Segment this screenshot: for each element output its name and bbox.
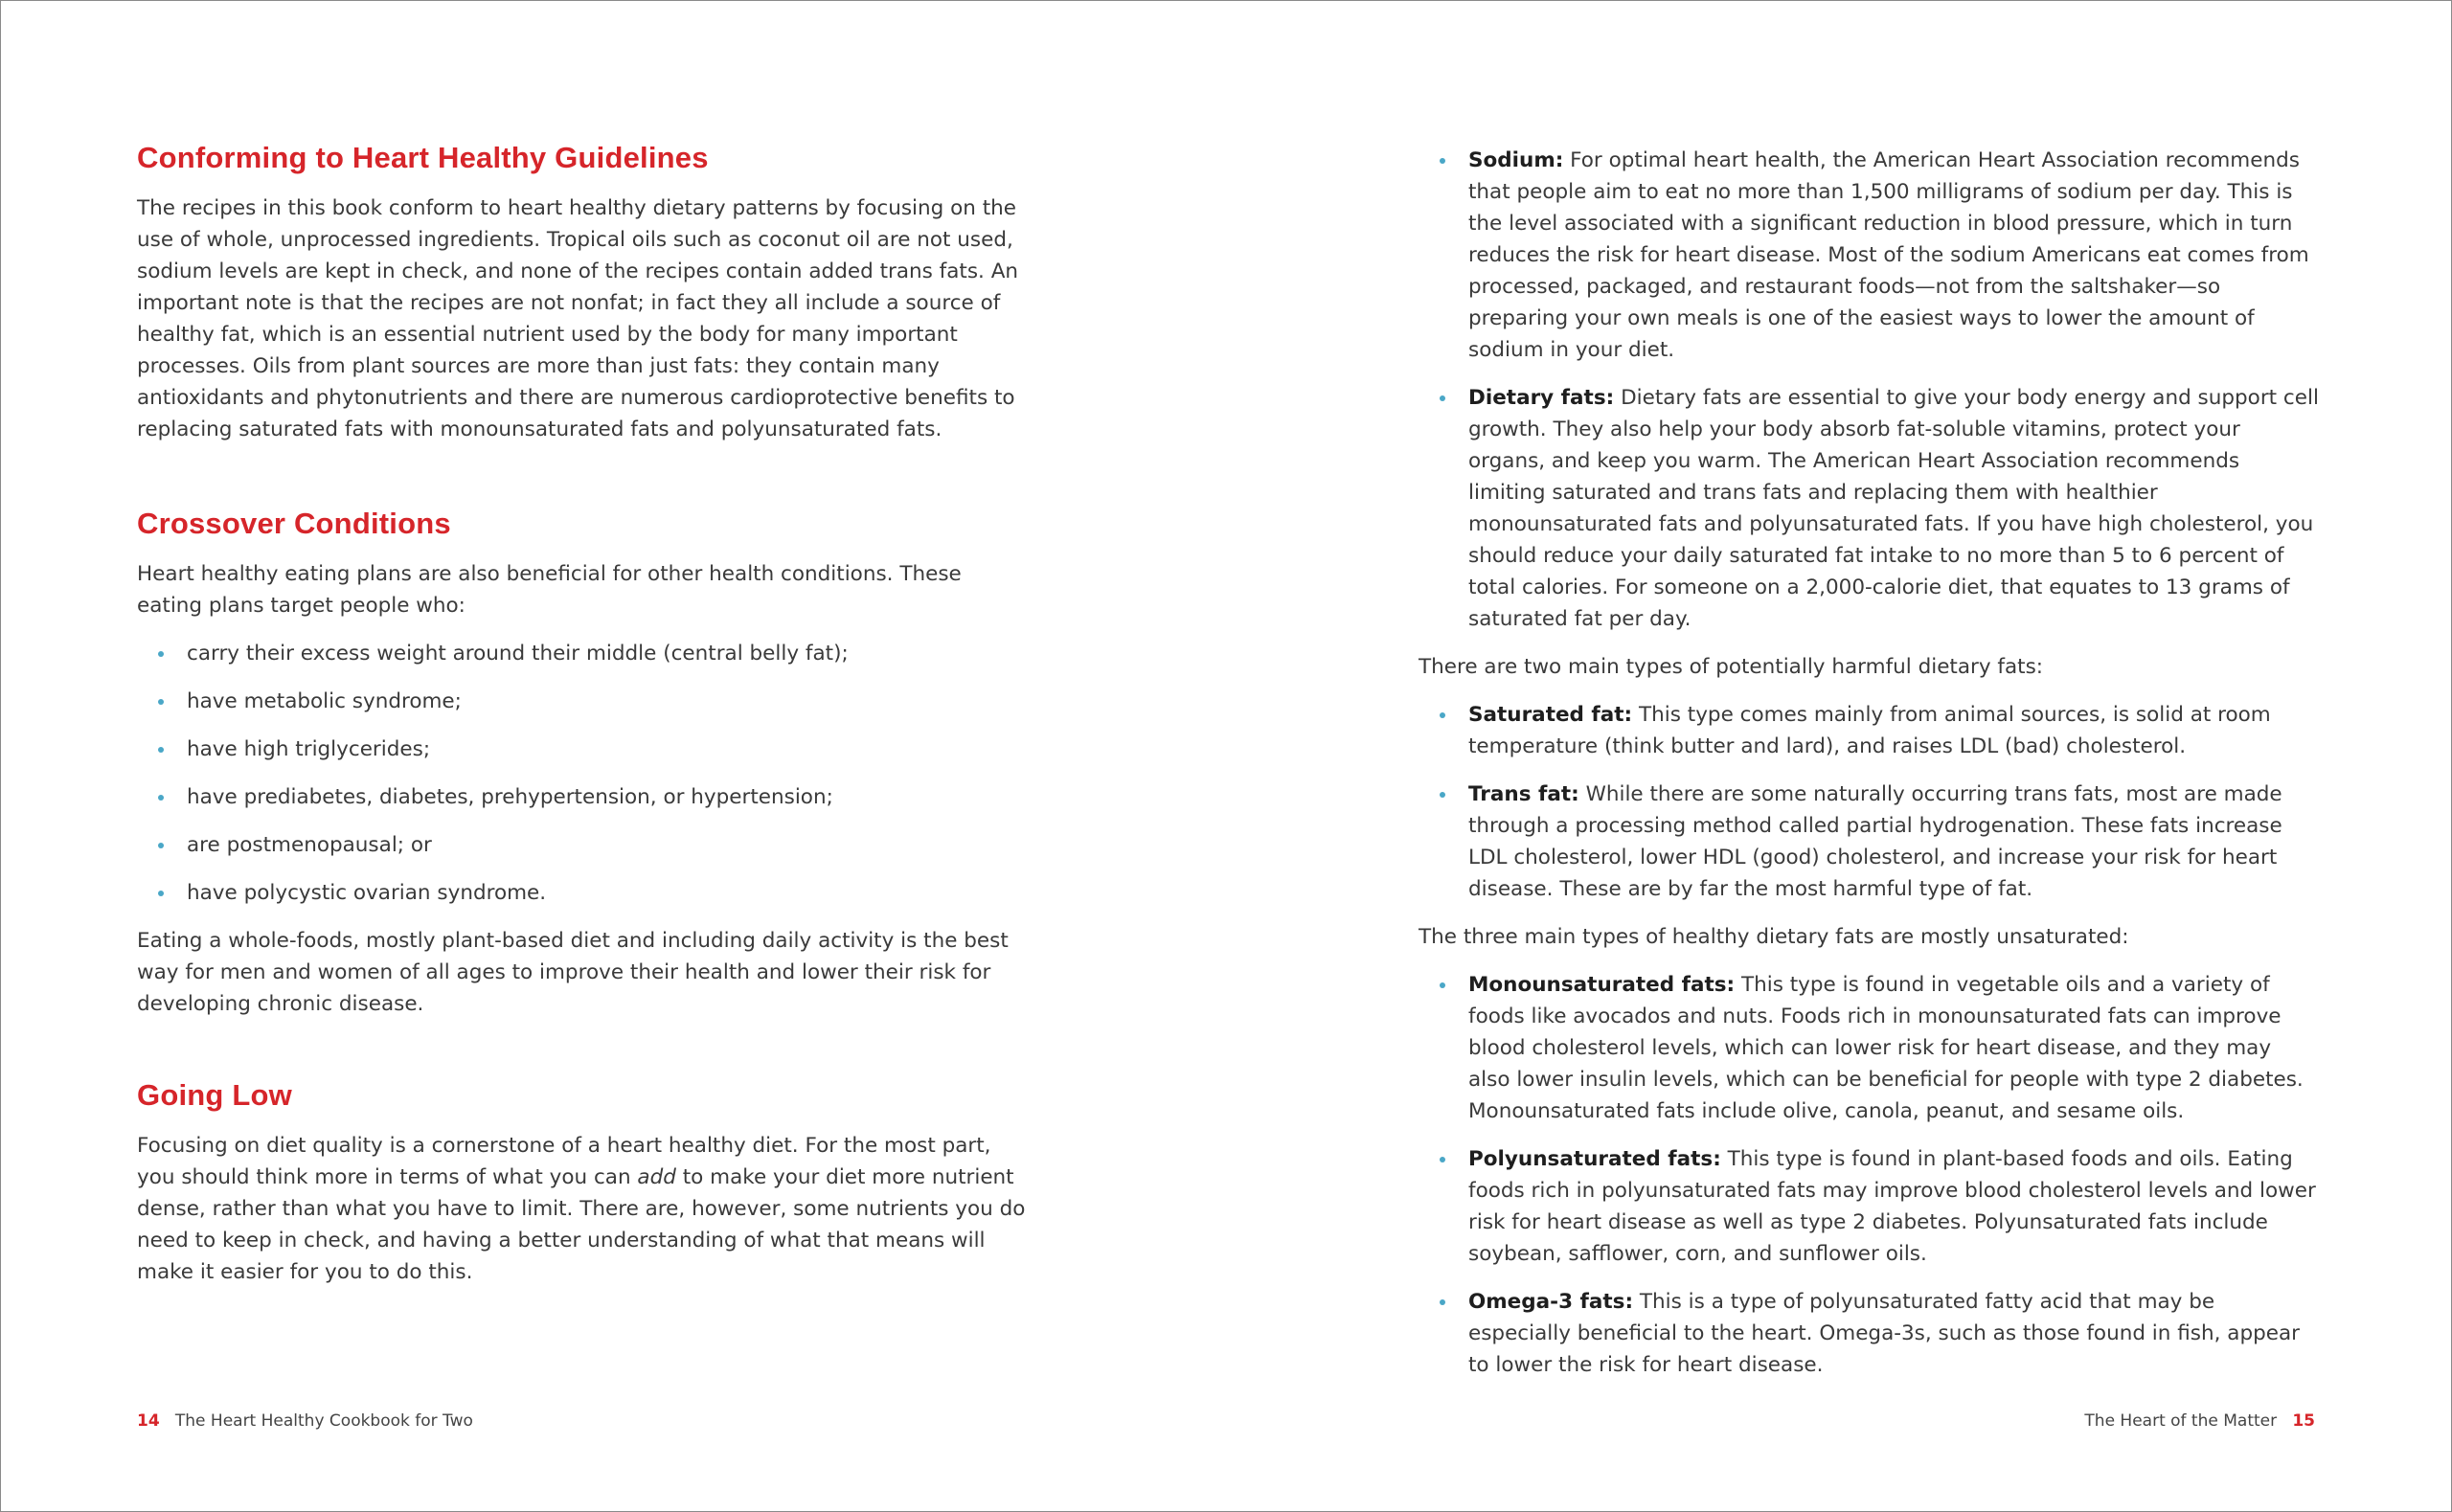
bullet-icon: [158, 795, 164, 801]
term-label: Trans fat:: [1468, 782, 1579, 806]
healthy-fats-list: [1419, 969, 2319, 1381]
section-heading: Crossover Conditions: [137, 507, 451, 540]
list-item: [1419, 145, 2319, 366]
list-item: [137, 829, 1033, 861]
bullet-icon: [1440, 1157, 1445, 1162]
page-number: 14: [137, 1411, 160, 1431]
left-footer: [137, 1411, 473, 1431]
term-description: This type is found in vegetable oils and a variety of foods like avocados and nuts. Foods rich in monounsaturated fats can improve blood cholesterol levels, which can lower risk for heart disease, and they may also lower insulin levels, which can be beneficial for people with type 2 diabetes. Monounsaturated fats include olive, canola, peanut, and sesame oils.: [1468, 973, 2304, 1123]
section-crossover: [137, 507, 1033, 1036]
list-item: [1419, 969, 2319, 1127]
section-heading: Conforming to Heart Healthy Guidelines: [137, 141, 709, 174]
book-title: The Heart Healthy Cookbook for Two: [174, 1411, 473, 1431]
body-paragraph: The recipes in this book conform to heart healthy dietary patterns by focusing on the use of whole, unprocessed ingredients. Tropical oils such as coconut oil are not used, sodium levels are kept in check, and none of the recipes contain added trans fats. An important note is that the recipes are not nonfat; in fact they all include a source of healthy fat, which is an essential nutrient used by the body for many important processes. Oils from plant sources are more than just fats: they contain many antioxidants and phytonutrients and there are numerous cardioprotective benefits to replacing saturated fats with monounsaturated fats and polyunsaturated fats.: [137, 196, 1019, 441]
list-item-text: have high triglycerides;: [187, 737, 431, 761]
bullet-icon: [1440, 712, 1445, 718]
bullet-icon: [158, 651, 164, 657]
list-item: [1419, 699, 2319, 762]
term-description: For optimal heart health, the American Heart Association recommends that people aim to eat no more than 1,500 milligrams of sodium per day. This is the level associated with a significant reduction in blood pressure, which in turn reduces the risk for heart disease. Most of the sodium Americans eat comes from processed, packaged, and restaurant foods—not from the saltshaker—so preparing your own meals is one of the easiest ways to lower the amount of sodium in your diet.: [1468, 148, 2309, 362]
list-item-text: have polycystic ovarian syndrome.: [187, 881, 547, 905]
right-column: [1419, 145, 2319, 1397]
page-number: 15: [2292, 1411, 2315, 1431]
paragraph-text: to make your diet more nutrient dense, rather than what you have to limit. There are, however, some nutrients you do need to keep in check, and having a better understanding of what that means will make it easier for you to do this.: [137, 1165, 1026, 1284]
harmful-fats-list: [1419, 699, 2319, 905]
bullet-icon: [158, 747, 164, 753]
term-description: While there are some naturally occurring trans fats, most are made through a processing method called partial hydrogenation. These fats increase LDL cholesterol, lower HDL (good) cholesterol, and increase your risk for heart disease. These are by far the most harmful type of fat.: [1468, 782, 2282, 901]
term-description: This type is found in plant-based foods and oils. Eating foods rich in polyunsaturated fats may improve blood cholesterol levels and lower risk for heart disease as well as type 2 diabetes. Polyunsaturated fats include soybean, safflower, corn, and sunflower oils.: [1468, 1147, 2316, 1266]
body-paragraph: There are two main types of potentially harmful dietary fats:: [1419, 655, 2044, 679]
term-description: This is a type of polyunsaturated fatty acid that may be especially beneficial to the heart. Omega-3s, such as those found in fish, appear to lower the risk for heart disease.: [1468, 1290, 2300, 1377]
bullet-icon: [1440, 982, 1445, 988]
body-paragraph: [137, 1130, 1033, 1288]
body-paragraph: Heart healthy eating plans are also beneficial for other health conditions. These eating plans target people who:: [137, 562, 962, 618]
list-item: [1419, 382, 2319, 635]
bullet-icon: [1440, 158, 1445, 164]
body-paragraph: Eating a whole-foods, mostly plant-based diet and including daily activity is the best way for men and women of all ages to improve their health and lower their risk for developing chronic disease.: [137, 929, 1009, 1016]
bullet-icon: [158, 891, 164, 896]
term-label: Saturated fat:: [1468, 703, 1633, 727]
nutrient-list: [1419, 145, 2319, 635]
term-label: Polyunsaturated fats:: [1468, 1147, 1721, 1171]
list-item: [137, 638, 1033, 669]
bullet-icon: [158, 843, 164, 848]
term-label: Omega-3 fats:: [1468, 1290, 1634, 1314]
section-going-low: [137, 1078, 1033, 1304]
body-paragraph: The three main types of healthy dietary fats are mostly unsaturated:: [1419, 925, 2129, 949]
term-label: Dietary fats:: [1468, 386, 1615, 410]
list-item: [137, 877, 1033, 909]
list-item-text: carry their excess weight around their middle (central belly fat);: [187, 642, 849, 666]
term-description: This type comes mainly from animal sources, is solid at room temperature (think butter and lard), and raises LDL (bad) cholesterol.: [1468, 703, 2271, 758]
bullet-icon: [1440, 1299, 1445, 1305]
section-conforming: [137, 141, 1033, 462]
list-item: [1419, 1143, 2319, 1270]
term-label: Monounsaturated fats:: [1468, 973, 1736, 997]
emphasis-text: add: [637, 1165, 676, 1189]
term-description: Dietary fats are essential to give your body energy and support cell growth. They also help your body absorb fat-soluble vitamins, protect your organs, and keep you warm. The American Heart Association recommends limiting saturated and trans fats and replacing them with healthier monounsaturated fats and polyunsaturated fats. If you have high cholesterol, you should reduce your daily saturated fat intake to no more than 5 to 6 percent of total calories. For someone on a 2,000-calorie diet, that equates to 13 grams of saturated fat per day.: [1468, 386, 2319, 631]
list-item-text: are postmenopausal; or: [187, 833, 432, 857]
term-label: Sodium:: [1468, 148, 1564, 172]
list-item-text: have prediabetes, diabetes, prehypertension, or hypertension;: [187, 785, 833, 809]
paragraph-text: Focusing on diet quality is a cornerstone of a heart healthy diet. For the most part, you should think more in terms of what you can: [137, 1134, 991, 1189]
list-item: [1419, 779, 2319, 905]
list-item-text: have metabolic syndrome;: [187, 689, 462, 713]
list-item: [137, 733, 1033, 765]
list-item: [1419, 1286, 2319, 1381]
bullet-icon: [1440, 792, 1445, 798]
bullet-icon: [1440, 395, 1445, 401]
conditions-list: [137, 638, 1033, 909]
right-footer: [2084, 1411, 2315, 1431]
section-heading: Going Low: [137, 1078, 292, 1112]
list-item: [137, 686, 1033, 717]
bullet-icon: [158, 699, 164, 705]
list-item: [137, 781, 1033, 813]
chapter-title: The Heart of the Matter: [2084, 1411, 2278, 1431]
